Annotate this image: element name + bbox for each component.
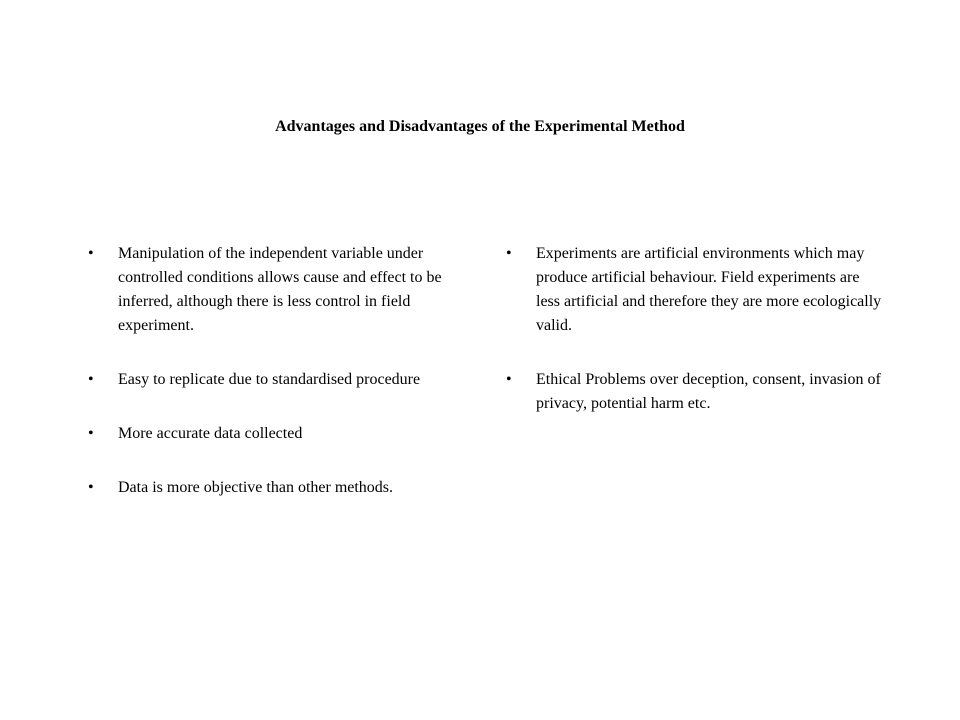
bullet-icon: • — [506, 245, 512, 262]
bullet-icon: • — [506, 371, 512, 388]
disadvantage-text: Experiments are artificial environments which may produce artificial behaviour. Field experiments are less artificial and therefore they are more ecologically valid. — [536, 245, 882, 334]
advantage-item — [88, 422, 458, 446]
advantage-text: More accurate data collected — [118, 425, 303, 442]
bullet-icon: • — [88, 371, 94, 388]
advantage-item — [88, 368, 458, 392]
bullet-icon: • — [88, 245, 94, 262]
disadvantage-item — [506, 368, 886, 416]
advantage-text: Manipulation of the independent variable under controlled conditions allows cause and effect to be inferred, although there is less control in field experiment. — [118, 245, 442, 334]
advantage-item — [88, 476, 458, 500]
disadvantage-item — [506, 242, 886, 338]
advantage-item — [88, 242, 458, 338]
bullet-icon: • — [88, 425, 94, 442]
slide-title: Advantages and Disadvantages of the Experimental Method — [275, 118, 685, 135]
advantage-text: Easy to replicate due to standardised procedure — [118, 371, 421, 388]
advantages-list — [88, 242, 458, 530]
bullet-icon: • — [88, 479, 94, 496]
advantage-text: Data is more objective than other methods. — [118, 479, 394, 496]
disadvantage-text: Ethical Problems over deception, consent, invasion of privacy, potential harm etc. — [536, 371, 881, 412]
disadvantages-list — [506, 242, 886, 446]
